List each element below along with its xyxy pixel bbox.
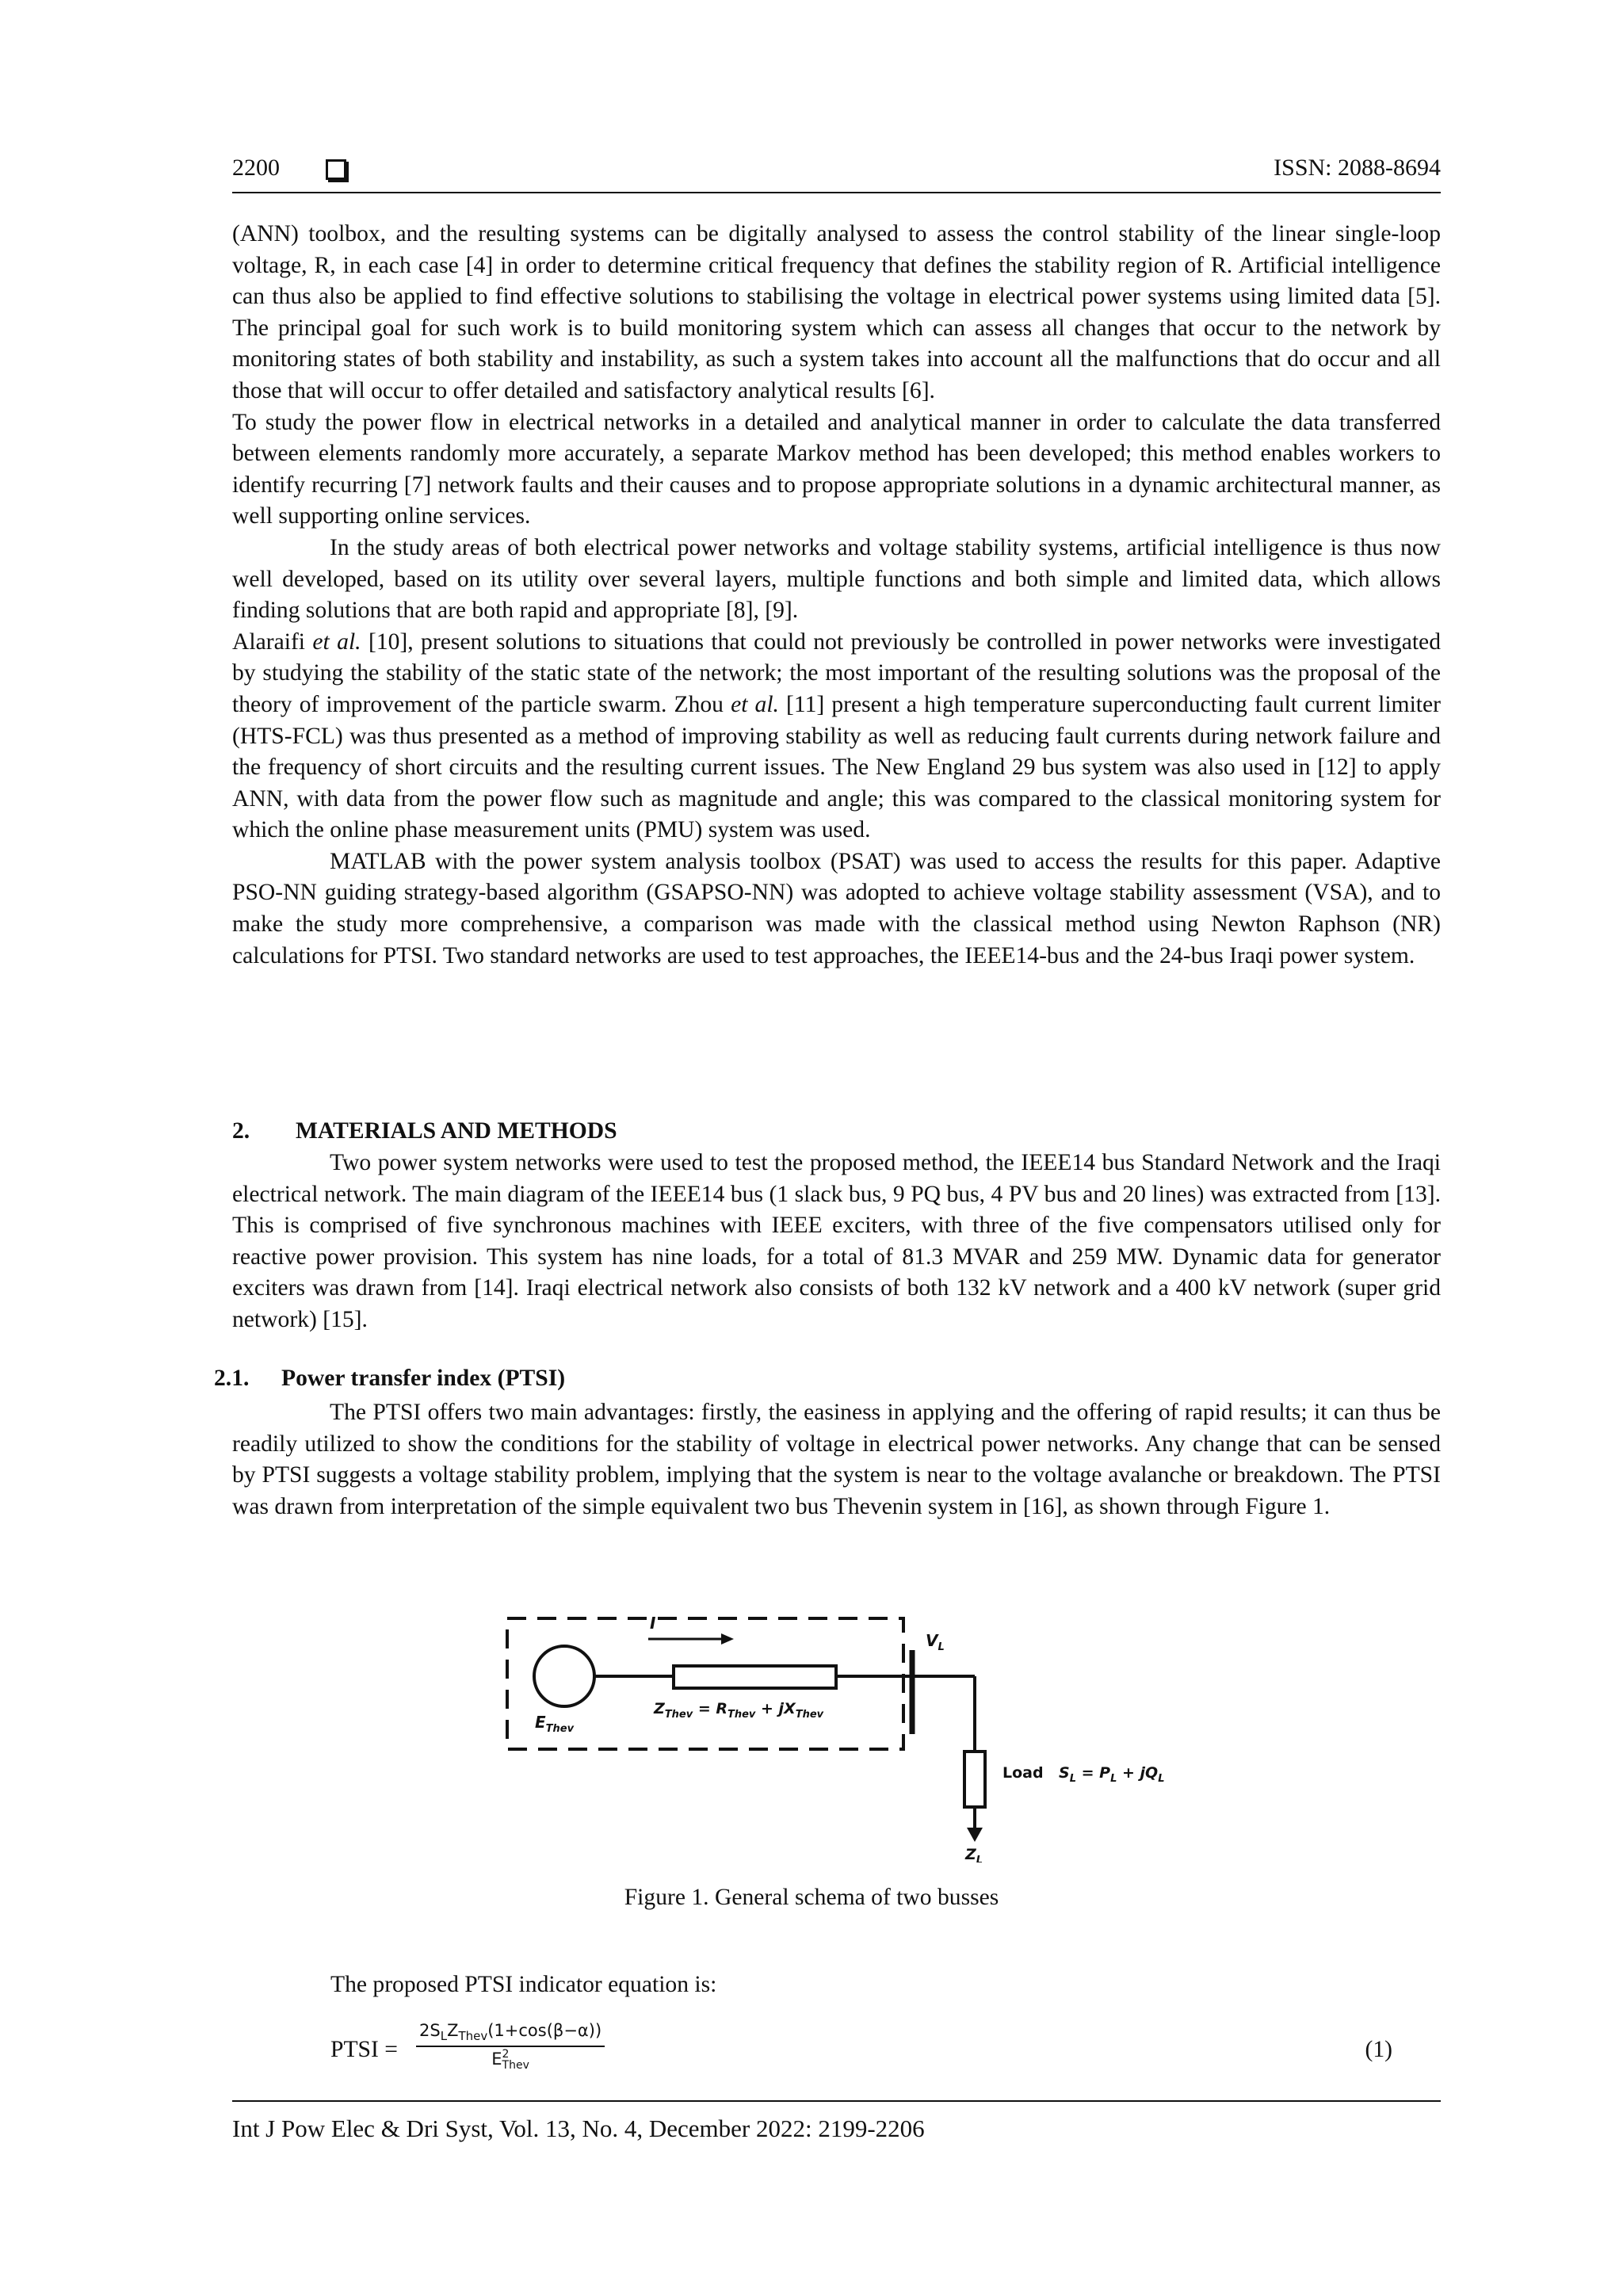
- equation-denominator: E 2 Thev: [491, 2048, 529, 2073]
- p4-text-e: [11] present a high temperature superconducting fault current limiter (HTS-FCL) was thus presented as a method of improving stability as well as reducing fault currents during network failure and the frequency of short circuits and the resulting current issues. The New England 29 bus system was also used in [12] to apply ANN, with data from the power flow such as magnitude and angle; this was compared to the classical monitoring system for which the online phase measurement units (PMU) system was used.: [232, 691, 1442, 843]
- p4-text-c: [10], present solutions to situations that could not previously be controlled in power networks were investigated by studying the stability of the static state of the network; the most important of the resulting solutions was the proposal of the theory of improvement of the particle swarm. Zhou: [232, 628, 1441, 717]
- paragraph-6: Two power system networks were used to test the proposed method, the IEEE14 bus Standard Network and the Iraqi electrical network. The main diagram of the IEEE14 bus (1 slack bus, 9 PQ bus, 4 PV bus and 20 lines) was extracted from [13]. This is comprised of five synchronous machines with IEEE exciters, with three of the five compensators utilised only for reactive power provision. This system has nine loads, for a total of 81.3 MVAR and 259 MW. Dynamic data for generator exciters was drawn from [14]. Iraqi electrical network also consists of both 132 kV network and a 400 kV network (super grid network) [15].: [232, 1150, 1441, 1332]
- paragraph-4: [232, 627, 1441, 846]
- equation-lhs: PTSI =: [330, 2037, 398, 2062]
- issn: ISSN: 2088-8694: [1274, 155, 1441, 181]
- load-impedance-label: $Z_L$: [965, 1846, 983, 1862]
- section-number: 2.: [232, 1118, 250, 1144]
- source-label: $E_{Thev}$: [535, 1713, 575, 1735]
- paragraph-1: (ANN) toolbox, and the resulting systems can be digitally analysed to assess the control stability of the linear single-loop voltage, R, in each case [4] in order to determine critical frequency that defines the stability region of R. Artificial intelligence can thus also be applied to find effective solutions to stabilising the voltage in electrical power systems using limited data [5]. The principal goal for such work is to build monitoring system which can assess all changes that occur to the network by monitoring states of both stability and instability, as such a system takes into account all the malfunctions that do occur and all those that will occur to offer detailed and satisfactory analytical results [6].: [232, 221, 1441, 403]
- page-number: 2200: [232, 155, 280, 181]
- section-heading: [232, 1118, 617, 1144]
- equation-number: (1): [1365, 2037, 1392, 2062]
- intro-text: [232, 219, 1441, 972]
- two-bus-thevenin-diagram: [491, 1593, 1189, 1862]
- bus-voltage-label: $V_L$: [926, 1631, 945, 1653]
- equation-1: [330, 2017, 1440, 2088]
- impedance-block: [674, 1666, 836, 1688]
- p4-text-a: Alaraifi: [232, 628, 313, 655]
- square-bullet-icon: [326, 159, 346, 180]
- footer-rule: [232, 2100, 1441, 2102]
- running-header: [232, 155, 1441, 193]
- paragraph-2: To study the power flow in electrical networks in a detailed and analytical manner in order to calculate the data transferred between elements randomly more accurately, a separate Markov method has been developed; this method enables workers to identify recurring [7] network faults and their causes and to propose appropriate solutions in a dynamic architectural manner, as well supporting online services.: [232, 409, 1441, 529]
- figure-caption: Figure 1. General schema of two busses: [624, 1885, 999, 1910]
- header-rule: [232, 192, 1441, 193]
- load-block: [964, 1752, 985, 1807]
- paragraph-5: MATLAB with the power system analysis toolbox (PSAT) was used to access the results for this paper. Adaptive PSO-NN guiding strategy-based algorithm (GSAPSO-NN) was adopted to achieve voltage stability assessment (VSA), and to make the study more comprehensive, a comparison was made with the classical method using Newton Raphson (NR) calculations for PTSI. Two standard networks are used to test approaches, the IEEE14-bus and the 24-bus Iraqi power system.: [232, 848, 1441, 968]
- arrow-down-icon: [967, 1828, 983, 1842]
- impedance-label: $Z_{Thev} = R_{Thev} + jX_{Thev}$: [654, 1700, 824, 1721]
- subsection-heading: [214, 1366, 565, 1392]
- voltage-source: [534, 1646, 594, 1706]
- section21-text: [232, 1397, 1441, 1522]
- footer-citation: Int J Pow Elec & Dri Syst, Vol. 13, No. 4, December 2022: 2199-2206: [232, 2115, 925, 2142]
- subsection-number: 2.1.: [214, 1366, 250, 1391]
- load-label: Load: [1002, 1764, 1044, 1782]
- arrow-right-icon: [721, 1633, 734, 1645]
- paragraph-3: In the study areas of both electrical power networks and voltage stability systems, artificial intelligence is thus now well developed, based on its utility over several layers, multiple functions and both simple and limited data, which allows finding solutions that are both rapid and appropriate [8], [9].: [232, 534, 1441, 624]
- p4-et-al-2: et al.: [731, 691, 779, 717]
- equation-numerator: $2S_LZ_{Thev}(1+\cos(\beta-\alpha))$: [416, 2021, 605, 2047]
- subsection-title: Power transfer index (PTSI): [281, 1366, 566, 1391]
- p4-et-al-1: et al.: [312, 628, 361, 655]
- equation-intro: The proposed PTSI indicator equation is:: [330, 1972, 717, 1997]
- section2-text: [232, 1148, 1441, 1336]
- load-power-label: $S_L = P_L + jQ_L$: [1059, 1764, 1165, 1785]
- paragraph-7: The PTSI offers two main advantages: firstly, the easiness in applying and the offering of rapid results; it can thus be readily utilized to show the conditions for the stability of voltage in electrical power networks. Any change that can be sensed by PTSI suggests a voltage stability problem, implying that the system is near to the voltage avalanche or breakdown. The PTSI was drawn from interpretation of the simple equivalent two bus Thevenin system in [16], as shown through Figure 1.: [232, 1400, 1441, 1519]
- current-label: I: [650, 1614, 656, 1633]
- equation-fraction: [416, 2021, 605, 2071]
- section-title: MATERIALS AND METHODS: [296, 1118, 617, 1144]
